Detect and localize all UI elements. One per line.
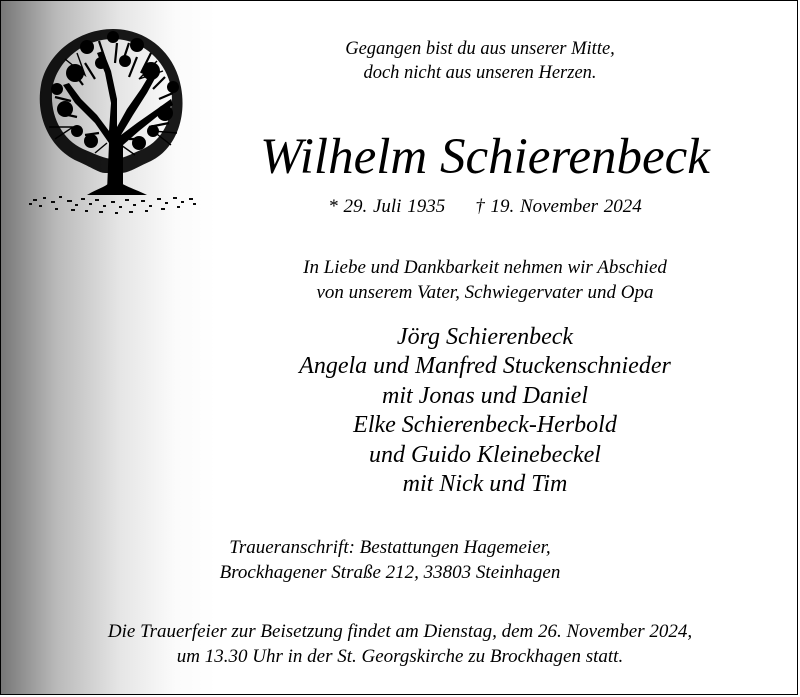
motto-line: doch nicht aus unseren Herzen.	[363, 63, 597, 83]
mourner-line: Jörg Schierenbeck	[396, 324, 574, 350]
ceremony-line: Die Trauerfeier zur Beisetzung findet am Dienstag, dem 26. November 2024,	[107, 621, 693, 642]
address-line: Brockhagener Straße 212, 33803 Steinhagen	[219, 562, 561, 583]
farewell-line: von unserem Vater, Schwiegervater und Opa	[316, 282, 654, 303]
mourner-line: und Guido Kleinebeckel	[369, 441, 601, 468]
ceremony-notice	[1, 619, 799, 669]
mourner-line: mit Nick und Tim	[402, 471, 568, 498]
mourner-line: Elke Schierenbeck-Herbold	[353, 412, 617, 439]
motto-line: Gegangen bist du aus unserer Mitte,	[345, 39, 615, 59]
mourners-list	[86, 323, 800, 499]
deceased-name: Wilhelm Schierenbeck	[260, 129, 710, 185]
death-date: † 19. November 2024	[475, 196, 642, 217]
life-dates	[86, 194, 800, 220]
address-line: Traueranschrift: Bestattungen Hagemeier,	[229, 537, 551, 558]
mourner-line: Angela und Manfred Stuckenschnieder	[299, 353, 671, 380]
farewell-line: In Liebe und Dankbarkeit nehmen wir Abschied	[303, 257, 667, 278]
birth-date: * 29. Juli 1935	[328, 196, 446, 217]
motto	[81, 37, 800, 85]
mourner-line: mit Jonas und Daniel	[382, 382, 588, 409]
ceremony-line: um 13.30 Uhr in der St. Georgskirche zu Brockhagen statt.	[176, 646, 624, 667]
mourning-address	[0, 535, 789, 585]
farewell-text	[86, 255, 800, 305]
